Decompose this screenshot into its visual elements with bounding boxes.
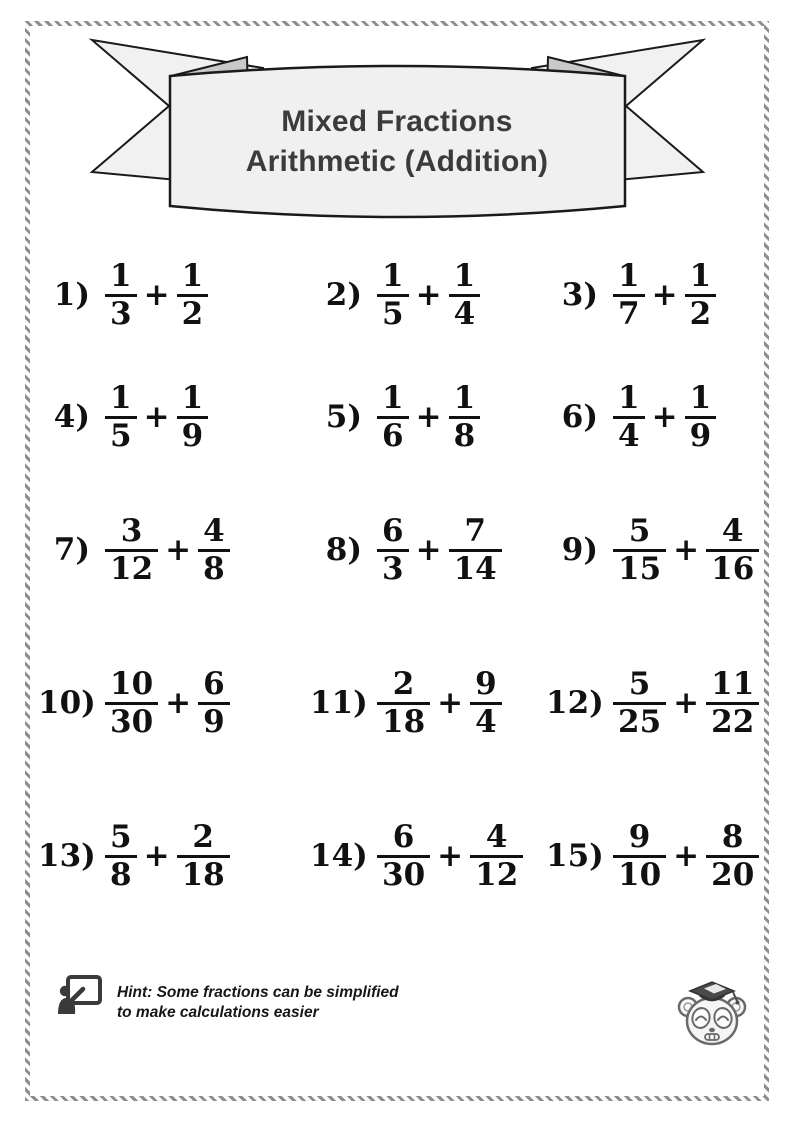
fraction-denominator: 3 — [382, 550, 404, 587]
fraction — [613, 259, 645, 332]
hint-line1: Hint: Some fractions can be simplified — [117, 984, 399, 1001]
fraction-denominator: 30 — [110, 703, 154, 740]
problem-number: 8) — [325, 532, 362, 568]
fraction-denominator: 22 — [711, 703, 755, 740]
fraction-denominator: 2 — [689, 295, 712, 332]
fraction-numerator: 6 — [377, 820, 430, 858]
fraction-denominator: 14 — [453, 550, 497, 587]
fraction-denominator: 5 — [382, 295, 404, 332]
fraction-numerator: 1 — [377, 259, 409, 297]
worksheet-title — [170, 102, 624, 182]
plus-operator: + — [143, 399, 170, 435]
fraction-numerator: 5 — [613, 667, 666, 705]
fraction-numerator: 2 — [377, 667, 430, 705]
plus-operator: + — [415, 399, 442, 435]
hint-line2: to make calculations easier — [117, 1004, 319, 1021]
fraction-numerator: 9 — [613, 820, 666, 858]
fraction-denominator: 12 — [110, 550, 154, 587]
fraction-numerator: 1 — [449, 381, 481, 419]
fraction-numerator: 1 — [449, 259, 481, 297]
plus-operator: + — [165, 685, 192, 721]
problem-row-5 — [38, 800, 764, 912]
fraction — [685, 381, 717, 454]
problem-13 — [38, 820, 310, 893]
problem-row-4 — [38, 647, 764, 759]
problem-number: 4) — [53, 399, 90, 435]
problem-number: 10) — [38, 685, 96, 721]
fraction — [105, 381, 137, 454]
fraction-numerator: 1 — [177, 381, 209, 419]
fraction-denominator: 25 — [618, 703, 662, 740]
fraction — [177, 381, 209, 454]
fraction — [105, 820, 137, 893]
plus-operator: + — [143, 277, 170, 313]
fraction-denominator: 8 — [110, 856, 132, 893]
fraction — [470, 667, 502, 740]
plus-operator: + — [143, 838, 170, 874]
problem-number: 7) — [53, 532, 90, 568]
fraction-denominator: 10 — [618, 856, 662, 893]
fraction-numerator: 7 — [449, 514, 502, 552]
fraction — [177, 259, 209, 332]
fraction-denominator: 9 — [203, 703, 225, 740]
fraction-numerator: 2 — [177, 820, 230, 858]
fraction — [613, 381, 645, 454]
plus-operator: + — [437, 838, 464, 874]
problem-row-3 — [38, 494, 764, 606]
fraction-denominator: 9 — [181, 417, 204, 454]
fraction-denominator: 6 — [382, 417, 404, 454]
fraction — [198, 514, 230, 587]
problem-number: 3) — [561, 277, 598, 313]
fraction-denominator: 4 — [475, 703, 497, 740]
fraction — [449, 381, 481, 454]
problem-8 — [310, 514, 546, 587]
fraction-numerator: 8 — [706, 820, 759, 858]
problem-number: 9) — [561, 532, 598, 568]
fraction-numerator: 11 — [706, 667, 759, 705]
problem-number: 1) — [53, 277, 90, 313]
fraction-numerator: 4 — [706, 514, 759, 552]
problem-row-2 — [38, 361, 764, 473]
fraction — [706, 820, 759, 893]
problem-number: 15) — [546, 838, 604, 874]
fraction-numerator: 3 — [105, 514, 158, 552]
fraction — [449, 259, 481, 332]
fraction-denominator: 2 — [181, 295, 204, 332]
problem-12 — [546, 667, 764, 740]
fraction-denominator: 16 — [711, 550, 755, 587]
plus-operator: + — [165, 532, 192, 568]
fraction — [613, 667, 666, 740]
fraction-denominator: 7 — [618, 295, 640, 332]
problem-number: 2) — [325, 277, 362, 313]
problem-number: 11) — [310, 685, 368, 721]
fraction — [177, 820, 230, 893]
fraction-numerator: 4 — [198, 514, 230, 552]
plus-operator: + — [415, 532, 442, 568]
fraction-numerator: 1 — [177, 259, 209, 297]
problem-11 — [310, 667, 546, 740]
fraction — [377, 259, 409, 332]
fraction — [706, 667, 759, 740]
problem-9 — [546, 514, 764, 587]
problem-number: 14) — [310, 838, 368, 874]
fraction-denominator: 20 — [711, 856, 755, 893]
fraction-numerator: 1 — [105, 259, 137, 297]
fraction-denominator: 4 — [453, 295, 476, 332]
fraction-numerator: 5 — [105, 820, 137, 858]
plus-operator: + — [437, 685, 464, 721]
panda-graduate-logo — [676, 980, 748, 1048]
fraction-numerator: 6 — [377, 514, 409, 552]
fraction — [449, 514, 502, 587]
fraction-numerator: 4 — [470, 820, 523, 858]
fraction — [377, 820, 430, 893]
fraction — [706, 514, 759, 587]
fraction — [105, 667, 158, 740]
title-banner — [85, 30, 710, 225]
fraction — [377, 667, 430, 740]
fraction-numerator: 1 — [613, 259, 645, 297]
problem-4 — [38, 381, 310, 454]
fraction-numerator: 1 — [685, 381, 717, 419]
fraction-denominator: 18 — [181, 856, 225, 893]
fraction-denominator: 15 — [618, 550, 662, 587]
fraction-denominator: 8 — [203, 550, 225, 587]
fraction — [377, 381, 409, 454]
worksheet-title-line1: Mixed Fractions — [281, 105, 513, 138]
fraction-numerator: 9 — [470, 667, 502, 705]
fraction — [105, 514, 158, 587]
fraction-denominator: 3 — [110, 295, 132, 332]
problem-14 — [310, 820, 546, 893]
problem-3 — [546, 259, 764, 332]
fraction-denominator: 18 — [382, 703, 426, 740]
fraction — [377, 514, 409, 587]
fraction-denominator: 30 — [382, 856, 426, 893]
fraction-numerator: 1 — [377, 381, 409, 419]
fraction-denominator: 9 — [689, 417, 712, 454]
problem-number: 13) — [38, 838, 96, 874]
plus-operator: + — [673, 838, 700, 874]
fraction — [685, 259, 717, 332]
presenter-whiteboard-icon — [57, 974, 103, 1018]
plus-operator: + — [651, 277, 678, 313]
problem-1 — [38, 259, 310, 332]
fraction-numerator: 1 — [685, 259, 717, 297]
fraction — [613, 514, 666, 587]
problem-number: 12) — [546, 685, 604, 721]
problem-2 — [310, 259, 546, 332]
fraction-numerator: 1 — [613, 381, 645, 419]
fraction-numerator: 1 — [105, 381, 137, 419]
problem-number: 6) — [561, 399, 598, 435]
plus-operator: + — [651, 399, 678, 435]
problem-10 — [38, 667, 310, 740]
fraction-denominator: 12 — [475, 856, 519, 893]
fraction-numerator: 6 — [198, 667, 230, 705]
problem-number: 5) — [325, 399, 362, 435]
plus-operator: + — [415, 277, 442, 313]
problem-6 — [546, 381, 764, 454]
problem-15 — [546, 820, 764, 893]
hint-text — [117, 983, 447, 1023]
problem-7 — [38, 514, 310, 587]
fraction — [105, 259, 137, 332]
fraction-denominator: 8 — [453, 417, 476, 454]
plus-operator: + — [673, 685, 700, 721]
fraction-denominator: 4 — [618, 417, 640, 454]
fraction — [470, 820, 523, 893]
fraction — [613, 820, 666, 893]
problem-row-1 — [38, 239, 764, 351]
fraction-numerator: 5 — [613, 514, 666, 552]
worksheet-title-line2: Arithmetic (Addition) — [245, 145, 549, 178]
problem-5 — [310, 381, 546, 454]
plus-operator: + — [673, 532, 700, 568]
fraction-denominator: 5 — [110, 417, 132, 454]
fraction — [198, 667, 230, 740]
fraction-numerator: 10 — [105, 667, 158, 705]
